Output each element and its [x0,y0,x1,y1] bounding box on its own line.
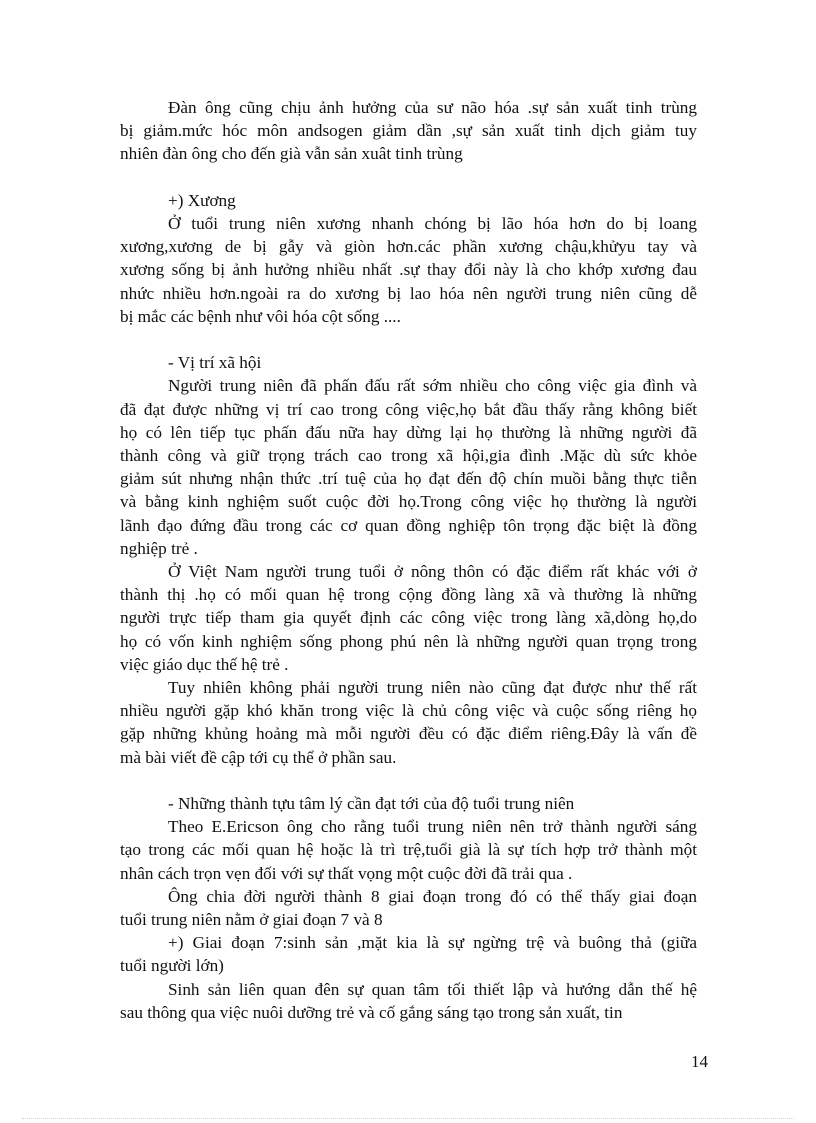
text-line: gặp những khủng hoảng mà mỗi người đều có đặc điểm riêng.Đây là vấn đề [120,724,697,744]
text-line: họ có lên tiếp tục phấn đấu nữa hay dừng lại họ thường là những người đã [120,422,697,442]
text-line: Ở Việt Nam người trung tuổi ở nông thôn có đặc điểm rất khác với ở [168,562,697,582]
text-line: bị giảm.mức hóc môn andsogen giảm dần ,sự sản xuất tinh dịch giảm tuy [120,121,697,141]
section-heading: +) Xương [168,190,236,210]
section-heading: - Vị trí xã hội [168,353,262,373]
text-line: giảm sút nhưng nhận thức .trí tuệ của họ đạt đến độ chín muồi bằng thực tiễn [120,469,697,489]
section-heading: - Những thành tựu tâm lý cần đạt tới của độ tuổi trung niên [168,794,575,814]
paragraph-male-aging [120,96,697,166]
text-line: xương,xương de bị gẫy và giòn hơn.các phần xương chậu,khửyu tay và [120,237,697,257]
text-line: thành thị .họ có mối quan hệ trong cộng đồng làng xã và thường là những [120,585,697,605]
text-line: nghiệp trẻ . [120,538,198,558]
page-number: 14 [691,1052,708,1071]
text-line: người trực tiếp tham gia quyết định các công việc trong làng xã,dòng họ,do [120,608,697,628]
text-line: xương sống bị ảnh hưởng nhiều nhất .sự thay đổi này là cho khớp xương đau [120,260,697,280]
text-line: Ông chia đời người thành 8 giai đoạn trong đó có thể thấy giai đoạn [168,886,697,906]
text-line: nhiên đàn ông cho đến già vẫn sản xuât tinh trùng [120,144,463,164]
text-line: đã đạt được những vị trí cao trong công việc,họ bắt đầu thấy rằng không biết [120,399,697,419]
body-text [120,96,697,1024]
text-line: Theo E.Ericson ông cho rằng tuổi trung niên nên trở thành người sáng [168,817,697,837]
text-line: sau thông qua việc nuôi dưỡng trẻ và cố gắng sáng tạo trong sản xuất, tin [120,1002,623,1022]
text-line: Người trung niên đã phấn đấu rất sớm nhiều cho công việc gia đình và [168,376,697,396]
text-line: bị mắc các bệnh như vôi hóa cột sống .... [120,306,401,326]
text-line: Ở tuổi trung niên xương nhanh chóng bị lão hóa hơn do bị loang [168,214,697,233]
text-line: và bằng kinh nghiệm suốt cuộc đời họ.Trong công việc họ thường là người [120,492,697,512]
text-line: nhức nhiều hơn.ngoài ra do xương bị lao hóa nên người trung niên cũng dễ [120,283,697,303]
text-line: thành công và giữ trọng trách cao trong xã hội,gia đình .Mặc dù sức khỏe [120,446,697,466]
page-bottom-border [22,1118,794,1119]
text-line: họ có vốn kinh nghiệm sống phong phú nên là những người quan trọng trong [120,631,697,651]
text-line: lãnh đạo đứng đầu trong các cơ quan đồng nghiệp tôn trọng đặc biệt là đồng [120,515,697,535]
section-psych-achievements [120,792,697,1024]
text-line: tạo trong các mối quan hệ hoặc là trì trệ,tuổi già là sự tích hợp trở thành một [120,840,697,860]
text-line: tuổi trung niên nằm ở giai đoạn 7 và 8 [120,910,383,930]
text-line: Tuy nhiên không phải người trung niên nào cũng đạt được như thế rất [168,678,697,698]
text-line: +) Giai đoạn 7:sinh sản ,mặt kia là sự ngừng trệ và buông thả (giữa [168,933,697,953]
text-line: nhân cách trọn vẹn đối với sự thất vọng một cuộc đời đã trải qua . [120,863,573,883]
text-line: Đàn ông cũng chịu ảnh hưởng của sư não hóa .sự sản xuất tinh trùng [168,98,697,117]
section-social-position [120,351,697,769]
text-line: tuổi người lớn) [120,956,224,976]
text-line: Sinh sản liên quan đên sự quan tâm tối thiết lập và hướng dẫn thế hệ [168,979,697,999]
text-line: việc giáo dục thế hệ trẻ . [120,654,289,674]
section-bones [120,189,697,328]
text-line: nhiều người gặp khó khăn trong việc là chủ công việc và cuộc sống riêng họ [120,701,697,721]
text-line: mà bài viết đề cập tới cụ thể ở phần sau. [120,747,397,767]
